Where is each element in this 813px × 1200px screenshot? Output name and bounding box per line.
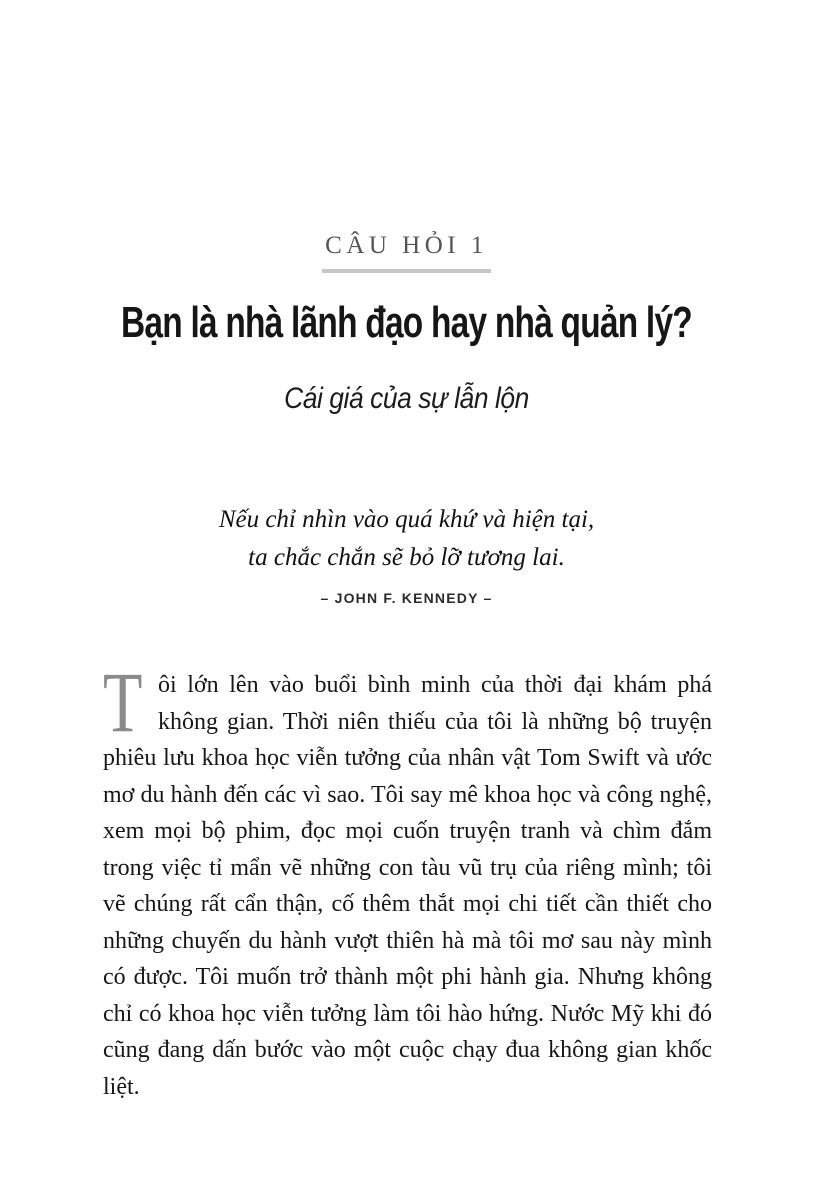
chapter-label: CÂU HỎI 1: [322, 232, 491, 273]
chapter-header: [0, 0, 813, 273]
epigraph-line-2: ta chắc chắn sẽ bỏ lỡ tương lai.: [248, 544, 565, 571]
chapter-subtitle: Cái giá của sự lẫn lộn: [284, 382, 529, 415]
body-paragraph: [103, 654, 712, 1105]
drop-cap-letter: T: [103, 654, 143, 750]
epigraph-line-1: Nếu chỉ nhìn vào quá khứ và hiện tại,: [218, 506, 595, 533]
paragraph-text: ôi lớn lên vào buổi bình minh của thời đại khám phá không gian. Thời niên thiếu của tôi là những bộ truyện phiêu lưu khoa học viễn tưởng của nhân vật Tom Swift và ước mơ du hành đến các vì sao. Tôi say mê khoa học và công nghệ, xem mọi bộ phim, đọc mọi cuốn truyện tranh và chìm đắm trong việc tỉ mẩn vẽ những con tàu vũ trụ của riêng mình; tôi vẽ chúng rất cẩn thận, cố thêm thắt mọi chi tiết cần thiết cho những chuyến du hành vượt thiên hà mà tôi mơ sau này mình có được. Tôi muốn trở thành một phi hành gia. Nhưng không chỉ có khoa học viễn tưởng làm tôi hào hứng. Nước Mỹ khi đó cũng đang dấn bước vào một cuộc chạy đua không gian khốc liệt.: [103, 672, 712, 1100]
drop-cap: [103, 654, 149, 750]
epigraph-attribution: – JOHN F. KENNEDY –: [320, 590, 493, 606]
chapter-title: Bạn là nhà lãnh đạo hay nhà quản lý?: [121, 298, 692, 347]
epigraph: [0, 501, 813, 607]
